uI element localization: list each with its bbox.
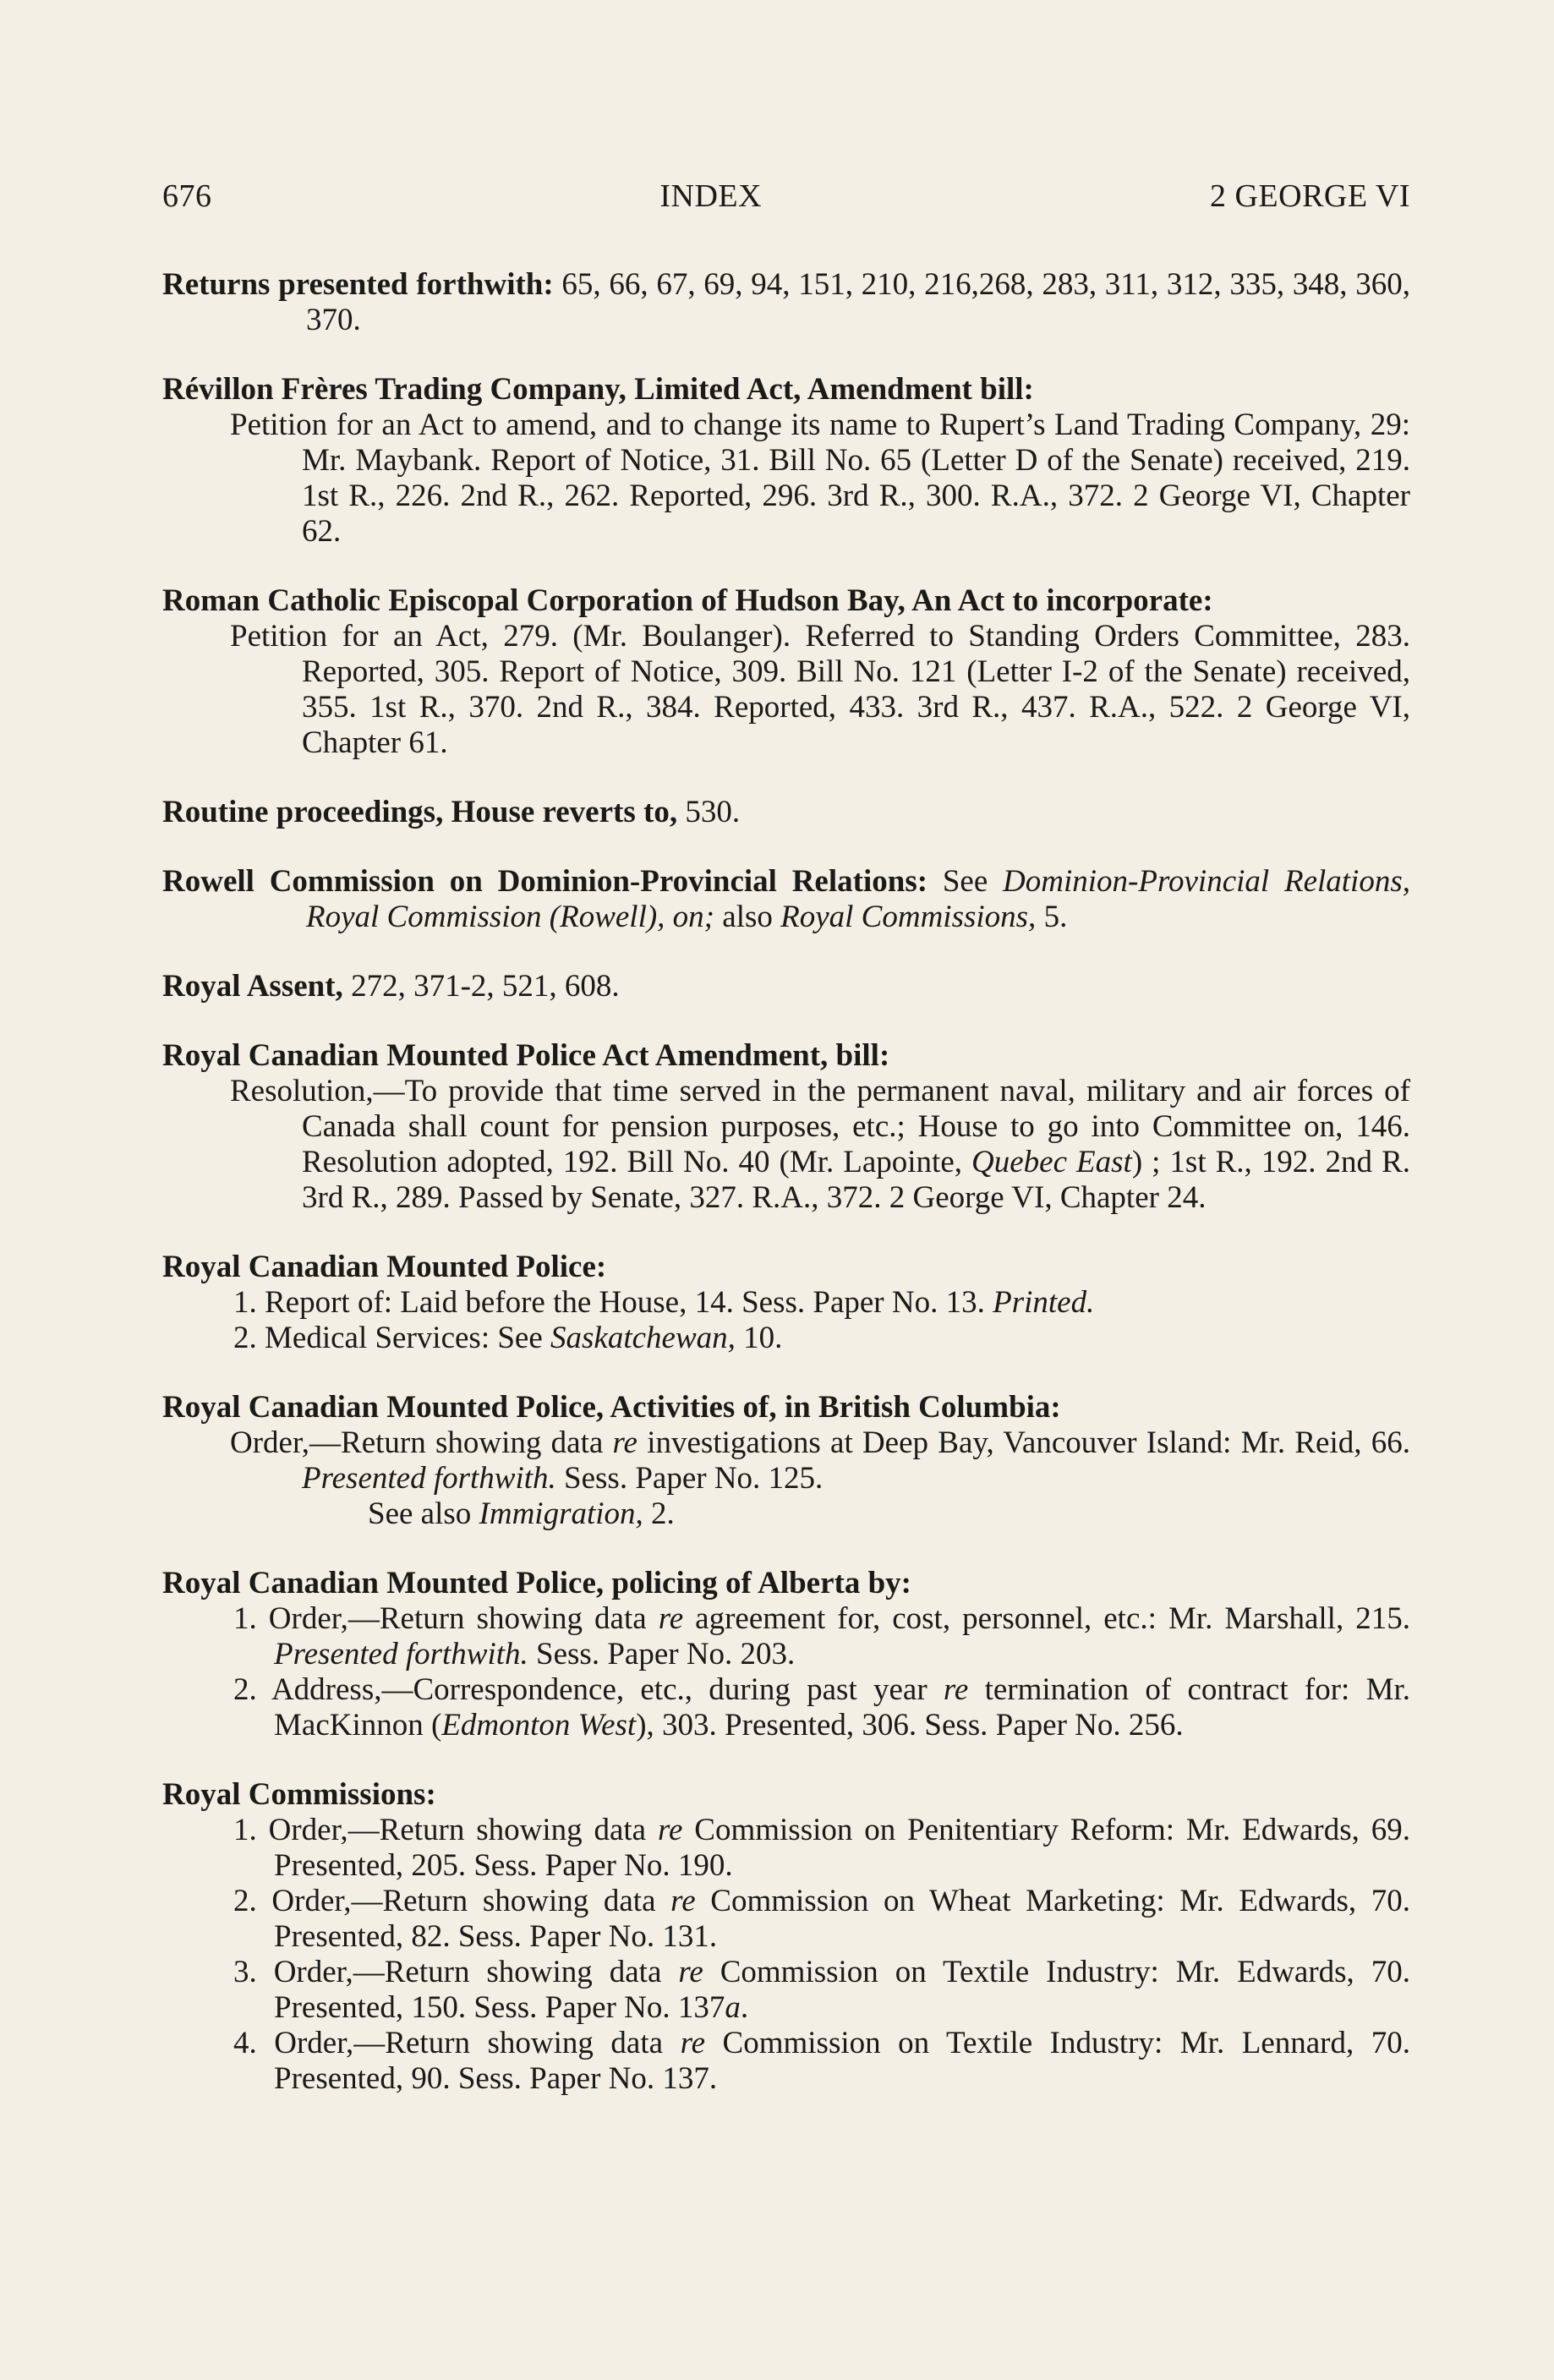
entry-heading: Royal Assent, 272, 371-2, 521, 608. (162, 969, 620, 1004)
entry-subentry: Petition for an Act, 279. (Mr. Boulanger). Referred to Standing Orders Committee, 283. Reported, 305. Report of Notice, 309. Bill No. 121 (Letter I-2 of the Senate) received, 355. 1st R., 370. 2nd R., 384. Reported, 433. 3rd R., 437. R.A., 522. 2 George VI, Chapter 61. (230, 619, 1410, 760)
entry-rcmp (162, 1250, 1410, 1356)
entry-subentry: Order,—Return showing data re investigations at Deep Bay, Vancouver Island: Mr. Reid, 66. Presented forthwith. Sess. Paper No. 125. (230, 1425, 1411, 1496)
entry-heading: Royal Canadian Mounted Police: (162, 1250, 607, 1284)
entry-numbered-item: 1. Order,—Return showing data re agreement for, cost, personnel, etc.: Mr. Marshall, 215. Presented forthwith. Sess. Paper No. 203. (233, 1601, 1410, 1671)
page-number: 676 (162, 178, 212, 214)
entry-heading: Royal Canadian Mounted Police Act Amendment, bill: (162, 1038, 890, 1073)
entry-heading: Révillon Frères Trading Company, Limited Act, Amendment bill: (162, 372, 1034, 407)
entry-rcmp-act-amendment (162, 1038, 1410, 1216)
running-head (162, 178, 1410, 215)
running-title: INDEX (659, 178, 763, 214)
entry-royal-commissions (162, 1777, 1410, 2097)
entry-rowell-commission (162, 864, 1410, 935)
entry-roman-catholic (162, 583, 1410, 761)
entry-heading: Royal Canadian Mounted Police, Activities of, in British Columbia: (162, 1390, 1061, 1425)
running-reign: 2 GEORGE VI (1209, 178, 1410, 214)
entry-numbered-item: 2. Address,—Correspondence, etc., during past year re termination of contract for: Mr. MacKinnon (Edmonton West), 303. Presented, 306. Sess. Paper No. 256. (233, 1672, 1410, 1743)
entry-subentry: Resolution,—To provide that time served in the permanent naval, military and air forces of Canada shall count for pension purposes, etc.; House to go into Committee on, 146. Resolution adopted, 192. Bill No. 40 (Mr. Lapointe, Quebec East) ; 1st R., 192. 2nd R. 3rd R., 289. Passed by Senate, 327. R.A., 372. 2 George VI, Chapter 24. (230, 1074, 1410, 1215)
entry-heading: Royal Canadian Mounted Police, policing of Alberta by: (162, 1566, 911, 1600)
entry-royal-assent (162, 969, 1410, 1004)
entry-revillon-freres (162, 372, 1410, 550)
entry-subentry: Petition for an Act to amend, and to change its name to Rupert’s Land Trading Company, 29: Mr. Maybank. Report of Notice, 31. Bill No. 65 (Letter D of the Senate) received, 219. 1st R., 226. 2nd R., 262. Reported, 296. 3rd R., 300. R.A., 372. 2 George VI, Chapter 62. (230, 408, 1410, 549)
entry-numbered-item: 2. Medical Services: See Saskatchewan, 10. (233, 1321, 783, 1355)
entry-numbered-item: 2. Order,—Return showing data re Commission on Wheat Marketing: Mr. Edwards, 70. Presented, 82. Sess. Paper No. 131. (233, 1884, 1410, 1954)
entry-returns-presented (162, 267, 1410, 338)
entry-heading: Returns presented forthwith: 65, 66, 67, 69, 94, 151, 210, 216,268, 283, 311, 312, 335, 348, 360, 370. (162, 267, 1410, 337)
entry-heading: Rowell Commission on Dominion-Provincial Relations: See Dominion-Provincial Relations, Royal Commission (Rowell), on; also Royal Commissions, 5. (162, 864, 1410, 934)
entry-numbered-item: 1. Report of: Laid before the House, 14. Sess. Paper No. 13. Printed. (233, 1285, 1095, 1320)
entry-heading: Roman Catholic Episcopal Corporation of Hudson Bay, An Act to incorporate: (162, 583, 1213, 618)
entry-heading: Royal Commissions: (162, 1777, 436, 1812)
entry-see-also: See also Immigration, 2. (368, 1496, 675, 1531)
entry-numbered-item: 1. Order,—Return showing data re Commission on Penitentiary Reform: Mr. Edwards, 69. Presented, 205. Sess. Paper No. 190. (233, 1813, 1411, 1883)
entry-routine-proceedings (162, 795, 1410, 830)
entry-heading: Routine proceedings, House reverts to, 530. (162, 795, 741, 829)
entry-numbered-item: 3. Order,—Return showing data re Commission on Textile Industry: Mr. Edwards, 70. Presented, 150. Sess. Paper No. 137a. (233, 1955, 1411, 2025)
entry-numbered-item: 4. Order,—Return showing data re Commission on Textile Industry: Mr. Lennard, 70. Presented, 90. Sess. Paper No. 137. (233, 2026, 1410, 2096)
entry-rcmp-british-columbia (162, 1390, 1410, 1532)
entry-rcmp-alberta (162, 1566, 1410, 1743)
